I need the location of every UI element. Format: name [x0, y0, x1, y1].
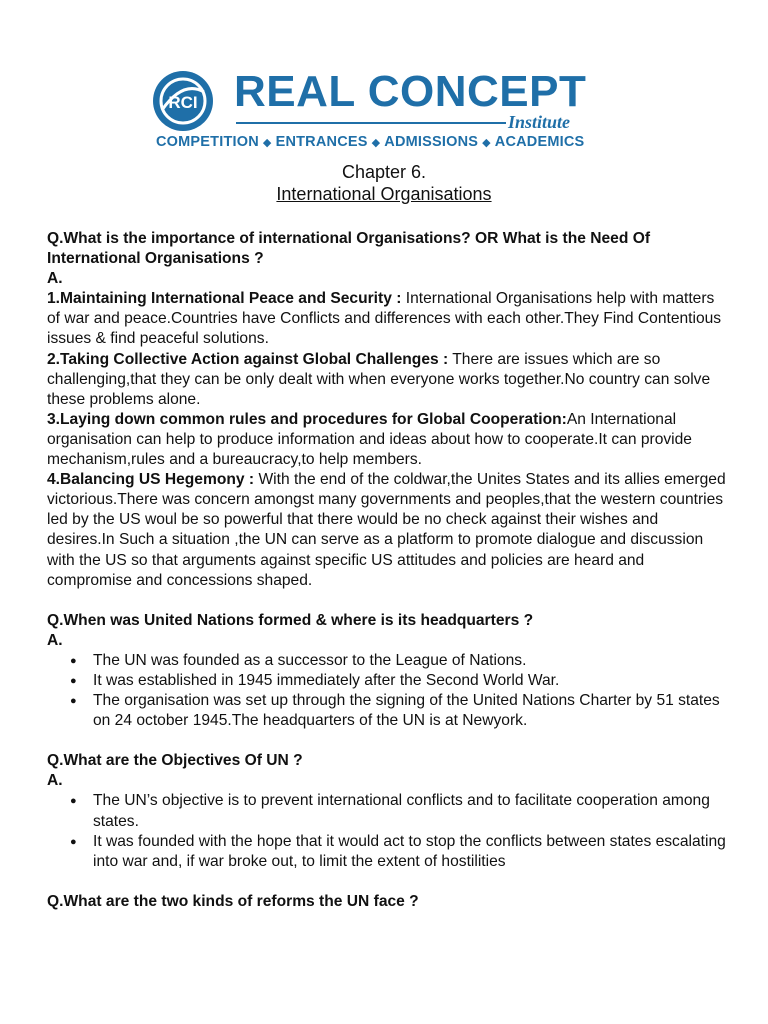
brand-subtitle: Institute	[508, 112, 571, 132]
spacer	[47, 731, 727, 751]
question-3: Q.What are the Objectives Of UN ?	[47, 752, 303, 770]
answer-list	[47, 791, 727, 871]
institute-header	[150, 68, 600, 154]
logo-text: RCI	[168, 93, 198, 112]
list-item: ● It was founded with the hope that it would act to stop the conflicts between states escalating into war and, if war broke out, to limit the extent of hostilities	[47, 832, 727, 872]
rci-logo-icon	[152, 70, 214, 132]
list-item: ● The UN was founded as a successor to the League of Nations.	[47, 651, 727, 671]
answer-point: 1.Maintaining International Peace and Security : International Organisations help with matters of war and peace.Countries have Conflicts and differences with each other.They Find Contentious issues & find peaceful solutions.	[47, 290, 722, 348]
tagline-item: ENTRANCES	[275, 134, 368, 150]
question-1: Q.What is the importance of international Organisations? OR What is the Need Of International Organisations ?	[47, 230, 651, 268]
answer-point: 2.Taking Collective Action against Global Challenges : There are issues which are so challenging,that they can be only dealt with when everyone works together.No country can solve these problems alone.	[47, 350, 711, 408]
answer-list	[47, 651, 727, 731]
question-4: Q.What are the two kinds of reforms the UN face ?	[47, 892, 419, 910]
tagline-item: COMPETITION	[156, 134, 259, 150]
tagline-item: ACADEMICS	[494, 134, 585, 150]
spacer	[47, 591, 727, 611]
diamond-icon: ◆	[262, 137, 272, 149]
spacer	[47, 872, 727, 892]
list-item: ● It was established in 1945 immediately after the Second World War.	[47, 671, 727, 691]
brand-name: REAL CONCEPT	[234, 67, 587, 116]
answer-label: A.	[47, 631, 63, 649]
list-item: ● The organisation was set up through the signing of the United Nations Charter by 51 states on 24 october 1945.The headquarters of the UN is at Newyork.	[47, 691, 727, 731]
answer-point: 3.Laying down common rules and procedures for Global Cooperation:An International organisation can help to produce information and ideas about how to cooperate.It can provide mechanism,rules and a bureaucracy,to help members.	[47, 410, 692, 469]
answer-label: A.	[47, 270, 63, 288]
chapter-number: Chapter 6.	[341, 162, 427, 182]
question-2: Q.When was United Nations formed & where is its headquarters ?	[47, 611, 534, 629]
diamond-icon: ◆	[371, 137, 381, 149]
tagline	[156, 134, 584, 150]
document-body	[47, 229, 727, 912]
chapter-title: International Organisations	[276, 184, 492, 204]
answer-point: 4.Balancing US Hegemony : With the end of the coldwar,the Unites States and its allies emerged victorious.There was concern amongst many governments and peoples,that the western countries led by the US woul be so powerful that there would be no check against their wishes and desires.In Such a situation ,the UN can serve as a platform to promote dialogue and discussion with the US so that arguments against specific US attitudes and policies are heard and compromise and concessions shaped.	[47, 471, 726, 589]
diamond-icon: ◆	[482, 137, 491, 149]
answer-label: A.	[47, 772, 63, 790]
brand-underline	[236, 122, 506, 124]
list-item: ● The UN’s objective is to prevent international conflicts and to facilitate cooperation among states.	[47, 791, 727, 831]
tagline-item: ADMISSIONS	[384, 134, 479, 150]
